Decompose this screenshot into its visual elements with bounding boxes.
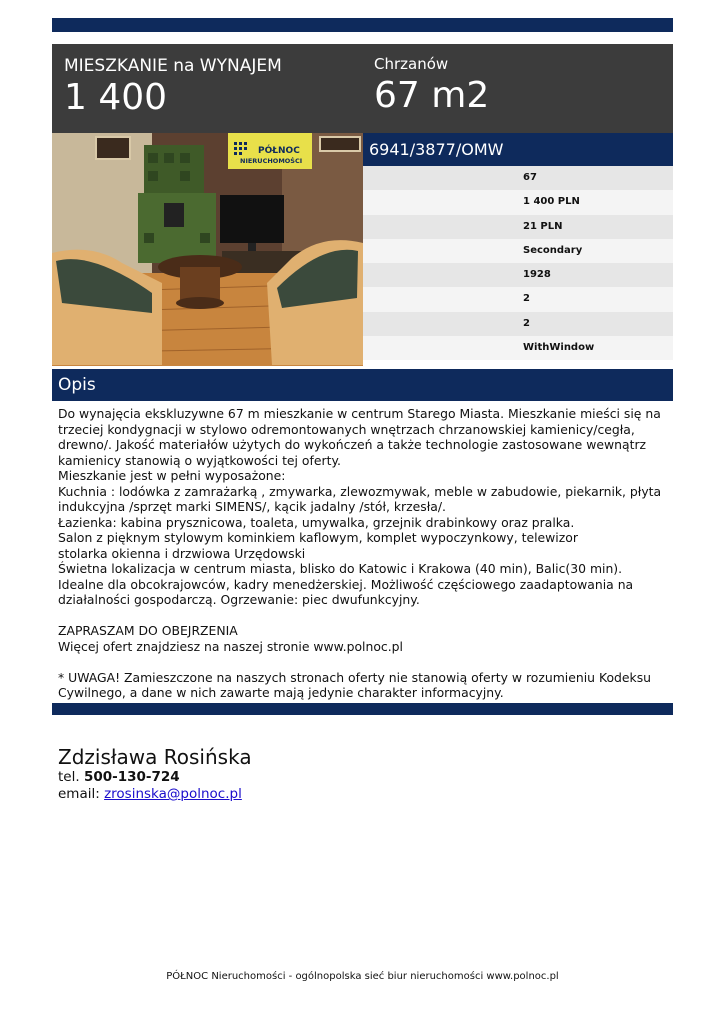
top-bar bbox=[52, 18, 673, 32]
listing-price: 1 400 bbox=[64, 77, 168, 118]
detail-price-per-m2: 21 PLN bbox=[363, 215, 673, 239]
description-paragraph: stolarka okienna i drzwiowa Urzędowski bbox=[58, 545, 306, 561]
agent-phone-line bbox=[58, 769, 252, 786]
description-body bbox=[58, 406, 670, 701]
detail-floor: 2 bbox=[363, 312, 673, 336]
logo-text-2: NIERUCHOMOŚCI bbox=[240, 157, 303, 165]
listing-reference: 6941/3877/OMW bbox=[363, 133, 673, 166]
listing-area: 67 m2 bbox=[374, 75, 490, 116]
listing-type: MIESZKANIE na WYNAJEM bbox=[64, 56, 282, 76]
description-paragraph: ZAPRASZAM DO OBEJRZENIA bbox=[58, 623, 238, 638]
detail-price: 1 400 PLN bbox=[363, 190, 673, 214]
description-paragraph: Mieszkanie jest w pełni wyposażone: bbox=[58, 468, 286, 483]
description-paragraph: Do wynajęcia ekskluzywne 67 m mieszkanie w centrum Starego Miasta. Mieszkanie mieści się na trzeciej kondygnacji w stylowo odremontowanych wnętrzach chrzanowskiej kamienicy/cegła, drewno/. Jakość materiałów użytych do wykończeń a także technologie zastosowane wewnątrz kamienicy stanowią o wyjątkowości tej oferty. bbox=[58, 406, 661, 468]
detail-rooms: 2 bbox=[363, 287, 673, 311]
description-paragraph: Kuchnia : lodówka z zamrażarką , zmywarka, zlewozmywak, meble w zabudowie, piekarnik, płyta indukcyjna /sprzęt marki SIMENS/, kącik jadalny /stół, krzesła/. bbox=[58, 483, 662, 514]
details-table bbox=[363, 166, 673, 360]
agent-email-link[interactable]: zrosinska@polnoc.pl bbox=[104, 786, 242, 802]
detail-area: 67 bbox=[363, 166, 673, 190]
listing-header bbox=[52, 44, 673, 133]
detail-kitchen: WithWindow bbox=[363, 336, 673, 360]
property-photo[interactable] bbox=[52, 133, 363, 366]
bottom-bar bbox=[52, 703, 673, 715]
agent-name: Zdzisława Rosińska bbox=[58, 745, 252, 769]
description-paragraph: Więcej ofert znajdziesz na naszej stronie www.polnoc.pl bbox=[58, 638, 403, 654]
agent-phone[interactable]: 500-130-724 bbox=[83, 769, 180, 785]
phone-label: tel. bbox=[58, 769, 80, 785]
agent-email-line bbox=[58, 786, 252, 803]
description-paragraph: Salon z pięknym stylowym kominkiem kaflowym, komplet wypoczynkowy, telewizor bbox=[58, 530, 578, 545]
detail-year: 1928 bbox=[363, 263, 673, 287]
agent-contact bbox=[58, 745, 252, 803]
listing-city: Chrzanów bbox=[374, 55, 449, 73]
page-footer: PÓŁNOC Nieruchomości - ogólnopolska sieć biur nieruchomości www.polnoc.pl bbox=[166, 971, 559, 982]
description-paragraph: Świetna lokalizacja w centrum miasta, blisko do Katowic i Krakowa (40 min), Balic(30 min). Idealne dla obcokrajowców, kadry menedżerskiej. Możliwość częściowego zaadaptowania na działalności gospodarczą. Ogrzewanie: piec dwufunkcyjny. bbox=[58, 561, 634, 607]
detail-market: Secondary bbox=[363, 239, 673, 263]
logo-text-1: PÓŁNOC bbox=[258, 146, 300, 156]
description-paragraph: Łazienka: kabina prysznicowa, toaleta, umywalka, grzejnik drabinkowy oraz pralka. bbox=[58, 514, 575, 530]
disclaimer: * UWAGA! Zamieszczone na naszych stronach oferty nie stanowią oferty w rozumieniu Kodeksu Cywilnego, a dane w nich zawarte mają jedynie charakter informacyjny. bbox=[58, 669, 652, 700]
description-heading: Opis bbox=[52, 369, 673, 401]
email-label: email: bbox=[58, 786, 100, 802]
